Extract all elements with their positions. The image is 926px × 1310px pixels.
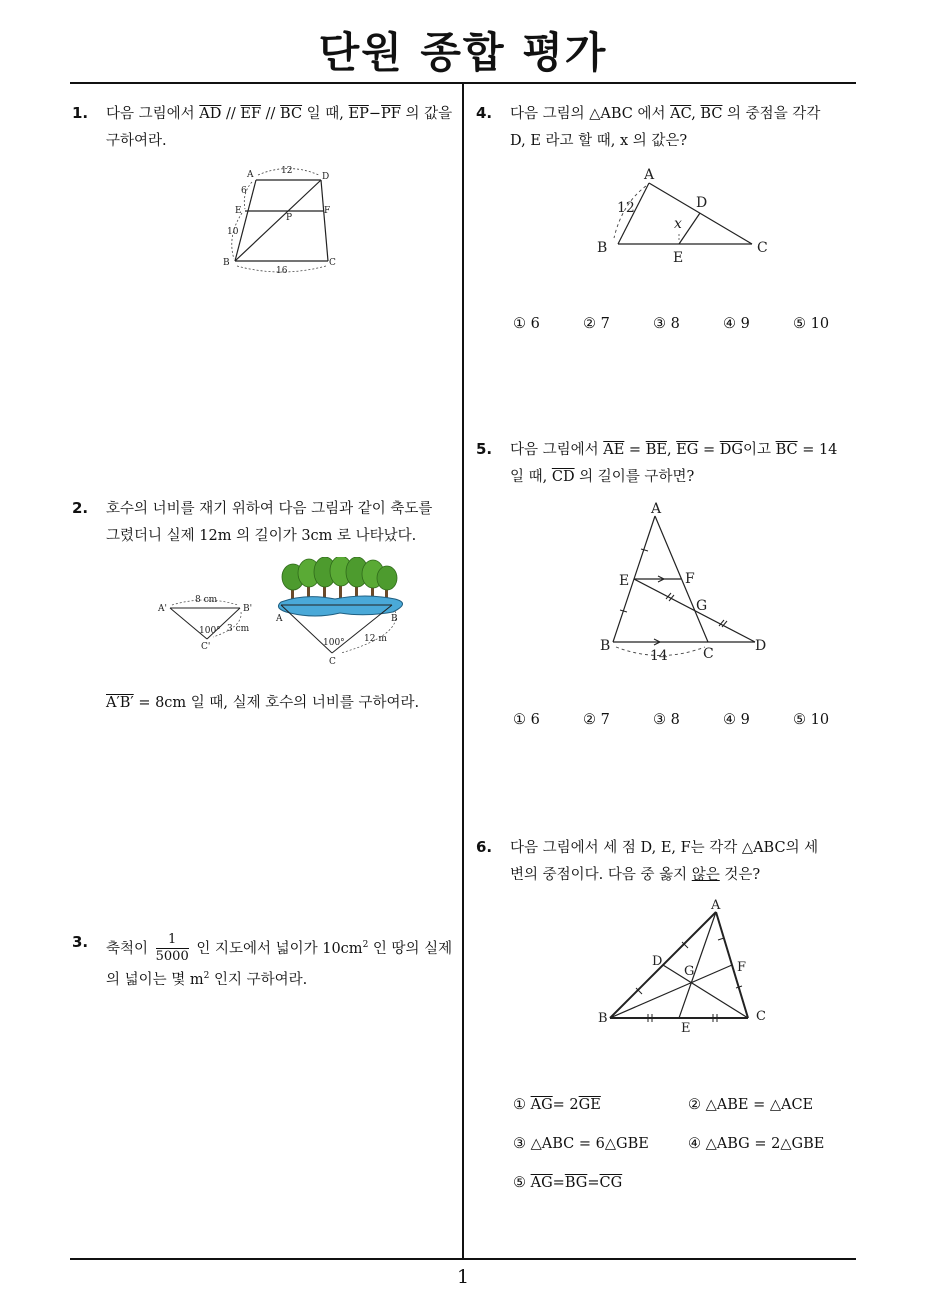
q1-trapezoid-figure <box>218 160 348 280</box>
q1-len-left-top: 6 <box>241 186 247 196</box>
q5-label-G: G <box>696 598 708 614</box>
q5-number: 5. <box>476 440 493 458</box>
q5-choice-2[interactable]: ② 7 <box>583 712 610 728</box>
q1-label-B: B <box>223 258 230 268</box>
q6-label-C: C <box>756 1009 766 1024</box>
q6-label-B: B <box>598 1011 608 1026</box>
q4-choice-1[interactable]: ① 6 <box>513 316 540 332</box>
q4-choice-4[interactable]: ④ 9 <box>723 316 750 332</box>
q4-text: 다음 그림의 △ABC 에서 $\overline{AC}$, $\overline{BC}$ 의 중점을 각각 D, E 라고 할 때, x 의 값은? <box>510 106 821 149</box>
q2-label-A1: A' <box>158 604 167 614</box>
q6-label-G: G <box>684 964 695 979</box>
q4-len-12: 12 <box>617 200 635 216</box>
q6-choice-4[interactable]: ④ △ABG = 2△GBE <box>688 1136 825 1152</box>
q1-label-F: F <box>324 206 331 216</box>
q2-lake-figure <box>155 557 417 669</box>
q2-angle-large: 100° <box>323 638 345 648</box>
q5-choice-3[interactable]: ③ 8 <box>653 712 680 728</box>
q6-label-A: A <box>711 898 721 913</box>
q1-number: 1. <box>72 104 89 122</box>
q1-len-top: 12 <box>281 166 293 176</box>
q2-text: 호수의 너비를 재기 위하여 다음 그림과 같이 축도를 그렸더니 실제 12m 의 길이가 3cm 로 나타났다. <box>106 501 433 544</box>
q2-label-A: A <box>276 614 283 624</box>
q6-label-D: D <box>652 954 663 969</box>
q5-label-E: E <box>619 573 630 589</box>
trees-icon <box>282 557 397 601</box>
q5-text: 다음 그림에서 $\overline{AE} = \overline{BE}$, $\overline{EG} = \overline{DG}$이고 $\overline{BC} = 14$ 일 때, $\overline{CD}$ 의 길이를 구하면? <box>510 442 838 485</box>
q2-len-8: 8 cm <box>195 595 218 605</box>
q2-len-12: 12 m <box>364 634 387 644</box>
q4-choice-5[interactable]: ⑤ 10 <box>793 316 830 332</box>
column-divider <box>462 83 464 1258</box>
q6-label-E: E <box>681 1021 691 1036</box>
q6-choice-3[interactable]: ③ △ABC = 6△GBE <box>513 1136 649 1152</box>
q5-choice-4[interactable]: ④ 9 <box>723 712 750 728</box>
q5-label-C: C <box>703 646 714 662</box>
q4-label-D: D <box>696 195 708 211</box>
q4-label-B: B <box>597 240 608 256</box>
q2-label-B1: B' <box>243 604 253 614</box>
q4-triangle-figure <box>592 164 774 268</box>
q4-label-A: A <box>644 167 655 183</box>
q5-label-B: B <box>600 638 611 654</box>
q1-label-A: A <box>247 170 254 180</box>
q6-choice-5[interactable]: ⑤ $\overline{AG}=\overline{BG}=\overline{CG}$ <box>513 1175 623 1191</box>
q4-choice-3[interactable]: ③ 8 <box>653 316 680 332</box>
q2-number: 2. <box>72 499 89 517</box>
q5-choice-5[interactable]: ⑤ 10 <box>793 712 830 728</box>
q1-label-D: D <box>322 172 330 182</box>
q6-choice-2[interactable]: ② △ABE = △ACE <box>688 1097 814 1113</box>
q2-angle-small: 100° <box>199 626 221 636</box>
q2-len-3: 3 cm <box>227 624 250 634</box>
page-title: 단원 종합 평가 <box>318 28 608 77</box>
q5-label-D: D <box>755 638 767 654</box>
q4-label-x: x <box>674 216 682 232</box>
q4-label-C: C <box>757 240 768 256</box>
q6-label-F: F <box>737 960 747 975</box>
lake-icon <box>278 596 402 616</box>
q2-label-C: C <box>329 657 336 667</box>
q5-choice-1[interactable]: ① 6 <box>513 712 540 728</box>
q1-len-bottom: 16 <box>276 266 288 276</box>
q1-label-P: P <box>286 213 293 223</box>
q6-number: 6. <box>476 838 493 856</box>
q2-label-C1: C' <box>201 642 211 652</box>
q1-label-E: E <box>235 206 242 216</box>
q3-number: 3. <box>72 933 89 951</box>
q4-number: 4. <box>476 104 493 122</box>
q1-label-C: C <box>329 258 336 268</box>
page-number: 1 <box>456 1266 470 1288</box>
q5-triangle-figure <box>592 498 778 666</box>
bottom-rule <box>70 1258 856 1260</box>
q6-triangle-figure <box>592 898 774 1038</box>
q6-choices <box>513 1086 863 1203</box>
q4-choices <box>513 316 863 332</box>
q5-choices <box>513 712 863 728</box>
q5-label-F: F <box>685 571 695 587</box>
q4-choice-2[interactable]: ② 7 <box>583 316 610 332</box>
q5-label-A: A <box>651 501 662 517</box>
q6-choice-1[interactable]: ① $\overline{AG}= 2\overline{GE}$ <box>513 1097 601 1113</box>
q1-len-left-bottom: 10 <box>227 227 239 237</box>
q1-text: 다음 그림에서 $\overline{AD} // \overline{EF} // \overline{BC}$ 일 때, $\overline{EP}-\overline{PF}$ 의 값을 구하여라. <box>106 106 453 149</box>
q3-text: 축척이 $\frac{1}{5000}$ 인 지도에서 넓이가 $10cm^2$ 인 땅의 실제 의 넓이는 몇 $m^2$ 인지 구하여라. <box>106 932 453 989</box>
q5-len-14: 14 <box>650 648 668 664</box>
q6-text: 다음 그림에서 세 점 D, E, F는 각각 △ABC의 세 변의 중점이다. 다음 중 옳지 않은 것은? <box>510 840 819 883</box>
q2-question: A′B′ = 8cm 일 때, 실제 호수의 너비를 구하여라. <box>106 695 420 711</box>
q2-label-B: B <box>391 614 398 624</box>
scale-fraction: $\frac{1}{5000}$ <box>155 932 189 965</box>
q4-label-E: E <box>673 250 684 266</box>
